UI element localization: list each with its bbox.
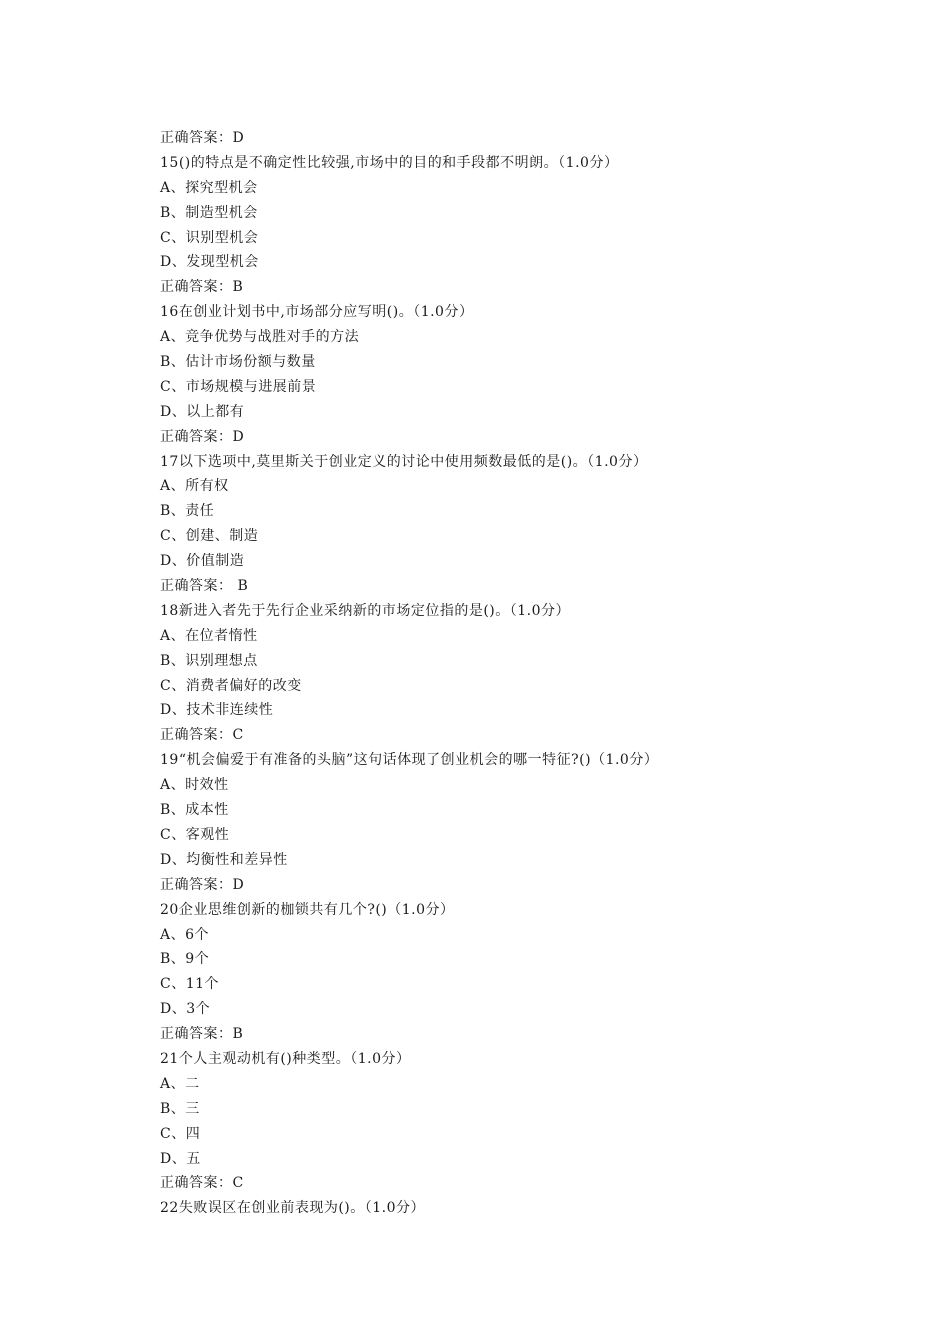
question-15: 15()的特点是不确定性比较强,市场中的目的和手段都不明朗。（1.0分）	[160, 154, 619, 171]
option-a: A、二	[160, 1075, 200, 1092]
option-a: A、在位者惰性	[160, 627, 258, 644]
option-c: C、识别型机会	[160, 229, 259, 246]
option-d: D、以上都有	[160, 403, 245, 420]
question-18: 18新进入者先于先行企业采纳新的市场定位指的是()。（1.0分）	[160, 602, 571, 619]
option-a: A、6个	[160, 926, 210, 943]
option-d: D、五	[160, 1150, 201, 1167]
option-d: D、发现型机会	[160, 254, 259, 271]
option-c: C、11个	[160, 976, 220, 993]
option-c: C、消费者偏好的改变	[160, 677, 302, 694]
question-17: 17以下选项中,莫里斯关于创业定义的讨论中使用频数最低的是()。（1.0分）	[160, 453, 648, 470]
document-page	[160, 126, 920, 1221]
option-b: B、制造型机会	[160, 204, 258, 221]
option-b: B、三	[160, 1100, 200, 1117]
question-21: 21个人主观动机有()种类型。（1.0分）	[160, 1050, 411, 1067]
answer-line: 正确答案：D	[160, 428, 245, 445]
option-c: C、客观性	[160, 826, 230, 843]
option-d: D、价值制造	[160, 553, 245, 570]
option-d: D、技术非连续性	[160, 702, 274, 719]
option-b: B、识别理想点	[160, 652, 258, 669]
question-22: 22失败误区在创业前表现为()。（1.0分）	[160, 1200, 426, 1217]
option-b: B、9个	[160, 951, 210, 968]
option-c: C、市场规模与进展前景	[160, 378, 317, 395]
question-16: 16在创业计划书中,市场部分应写明()。（1.0分）	[160, 304, 474, 321]
option-b: B、责任	[160, 503, 215, 520]
option-c: C、创建、制造	[160, 528, 259, 545]
answer-line: 正确答案：B	[160, 1026, 244, 1043]
option-a: A、竞争优势与战胜对手的方法	[160, 329, 360, 346]
question-20: 20企业思维创新的枷锁共有几个?()（1.0分）	[160, 901, 455, 918]
question-19: 19“机会偏爱于有准备的头脑”这句话体现了创业机会的哪一特征?()（1.0分）	[160, 752, 659, 769]
answer-line: 正确答案：C	[160, 1175, 244, 1192]
option-b: B、成本性	[160, 802, 229, 819]
option-b: B、估计市场份额与数量	[160, 354, 316, 371]
answer-line: 正确答案：D	[160, 130, 245, 146]
answer-line: 正确答案： B	[160, 578, 249, 595]
option-a: A、所有权	[160, 478, 229, 495]
option-c: C、四	[160, 1125, 201, 1142]
answer-line: 正确答案：B	[160, 279, 244, 296]
answer-line: 正确答案：C	[160, 727, 244, 744]
option-d: D、3个	[160, 1001, 211, 1018]
option-a: A、探究型机会	[160, 179, 258, 196]
answer-line: 正确答案：D	[160, 876, 245, 893]
option-a: A、时效性	[160, 777, 229, 794]
option-d: D、均衡性和差异性	[160, 851, 288, 868]
